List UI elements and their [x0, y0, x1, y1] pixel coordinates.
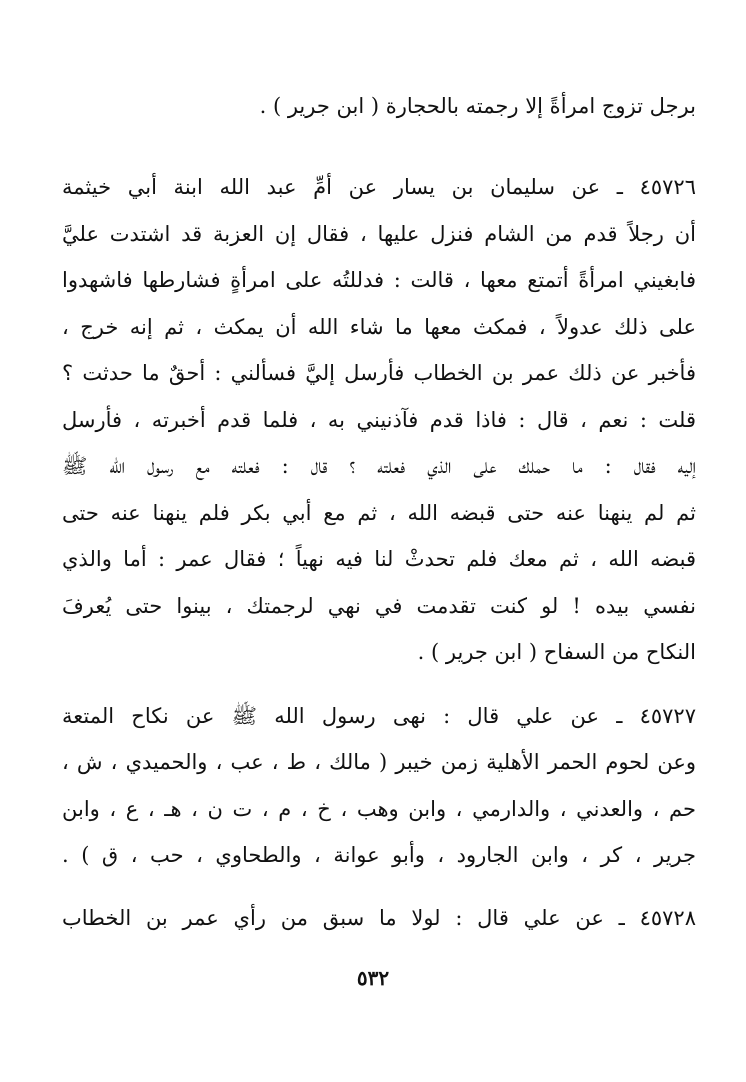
page-number: ٥٣٢ — [356, 966, 390, 990]
hadith-45726-line-10: نفسي بيده ! لو كنت تقدمت في نهي لرجمتك ، بينوا حتى يُعرفَ — [62, 594, 696, 618]
hadith-45726-line-1: ٤٥٧٢٦ ـ عن سليمان بن يسار عن أمِّ عبد الله ابنة أبي خيثمة — [62, 175, 696, 199]
hadith-45727-line-3: حم ، والعدني ، والدارمي ، وابن وهب ، خ ، م ، ت ن ، هـ ، ع ، وابن — [62, 797, 696, 821]
hadith-45726-line-6: قلت : نعم ، قال : فاذا قدم فآذنيني به ، فلما قدم أخبرته ، فأرسل — [62, 408, 696, 432]
text-line-1: برجل تزوج امرأةً إلا رجمته بالحجارة ( ابن جرير ) . — [259, 94, 696, 118]
hadith-45726-line-3: فابغيني امرأةً أتمتع معها ، قالت : فدللتُه على امرأةٍ فشارطها فاشهدوا — [62, 268, 696, 292]
hadith-45726-line-7: إليه فقال : ما حملك على الذي فعلته ؟ قال : فعلته مع رسول الله ﷺ — [62, 454, 696, 478]
hadith-45726-line-9: قبضه الله ، ثم معك فلم تحدثْ لنا فيه نهياً ؛ فقال عمر : أما والذي — [62, 547, 696, 571]
hadith-45727-line-1: ٤٥٧٢٧ ـ عن علي قال : نهى رسول الله ﷺ عن نكاح المتعة — [62, 704, 696, 728]
hadith-45726-line-11: النكاح من السفاح ( ابن جرير ) . — [417, 640, 696, 664]
hadith-45728-line-1: ٤٥٧٢٨ ـ عن علي قال : لولا ما سبق من رأي عمر بن الخطاب — [62, 906, 696, 930]
hadith-45727-line-2: وعن لحوم الحمر الأهلية زمن خيبر ( مالك ، ط ، عب ، والحميدي ، ش ، — [62, 750, 696, 774]
hadith-45726-line-5: فأخبر عن ذلك عمر بن الخطاب فأرسل إليَّ فسألني : أحقٌ ما حدثت ؟ — [62, 361, 696, 385]
document-page — [62, 84, 696, 1044]
hadith-45727-line-4: جرير ، كر ، وابن الجارود ، وأبو عوانة ، والطحاوي ، حب ، ق ) . — [62, 843, 696, 867]
hadith-45726-line-2: أن رجلاً قدم من الشام فنزل عليها ، فقال إن العزبة قد اشتدت عليَّ — [62, 222, 696, 246]
hadith-45726-line-8: ثم لم ينهنا عنه حتى قبضه الله ، ثم مع أبي بكر فلم ينهنا عنه حتى — [62, 501, 696, 525]
hadith-45726-line-4: على ذلك عدولاً ، فمكث معها ما شاء الله أن يمكث ، ثم إنه خرج ، — [62, 315, 696, 339]
